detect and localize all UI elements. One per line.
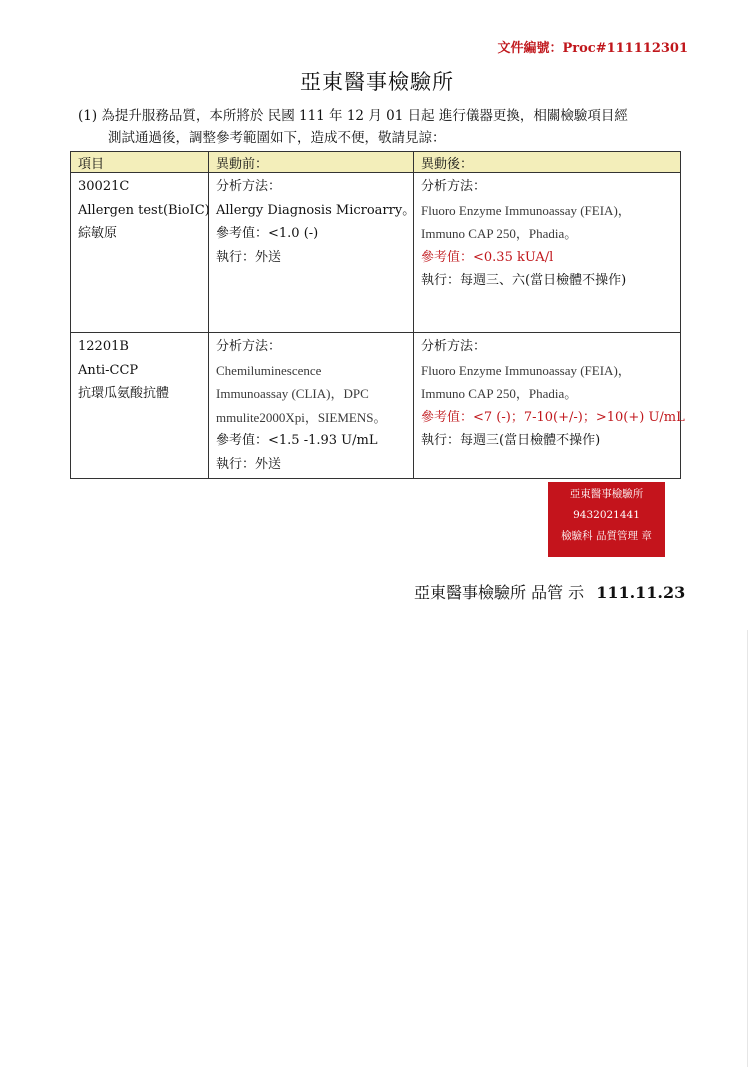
scan-edge-line xyxy=(747,630,748,1067)
reference-value: 參考值：<0.35 kUA/l xyxy=(421,249,554,265)
before-cell xyxy=(209,173,414,333)
stamp-line-3: 檢驗科 品質管理 章 xyxy=(561,530,652,542)
table-header-row xyxy=(71,152,681,173)
intro-paragraph xyxy=(78,105,698,149)
intro-line-2: 測試通過後，調整參考範圍如下，造成不便，敬請見諒： xyxy=(108,130,446,146)
method-label: 分析方法： xyxy=(216,339,282,354)
method-text: Fluoro Enzyme Immunoassay (FEIA)， xyxy=(421,362,631,378)
item-english-name: Anti-CCP xyxy=(78,362,139,378)
after-cell xyxy=(414,333,685,479)
after-cell xyxy=(414,173,681,333)
method-text: Immunoassay (CLIA)，DPC xyxy=(216,386,369,401)
table-row xyxy=(71,333,681,479)
item-code: 12201B xyxy=(78,339,129,354)
method-text: Immuno CAP 250，Phadia。 xyxy=(421,226,578,241)
execution-text: 執行：外送 xyxy=(216,456,282,472)
reference-value: 參考值：<1.0 (-) xyxy=(216,226,319,241)
signature-date: 111.11.23 xyxy=(596,583,686,602)
item-cell xyxy=(71,173,209,333)
reference-value: 參考值：<1.5 -1.93 U/mL xyxy=(216,433,378,448)
method-label: 分析方法： xyxy=(216,179,282,194)
item-english-name: Allergen test(BioIC) xyxy=(78,202,210,218)
method-label: 分析方法： xyxy=(421,339,487,354)
page-title: 亞東醫事檢驗所 xyxy=(300,70,454,94)
item-chinese-name: 綜敏原 xyxy=(78,226,118,241)
footer-signature xyxy=(414,580,685,603)
item-chinese-name: 抗環瓜氨酸抗體 xyxy=(78,386,170,401)
item-cell xyxy=(71,333,209,479)
intro-line-1: (1) 為提升服務品質，本所將於 民國 111 年 12 月 01 日起 進行儀器更換，相關檢驗項目經 xyxy=(78,108,628,124)
stamp-line-1: 亞東醫事檢驗所 xyxy=(569,488,644,500)
reference-value: 參考值：<7 (-)；7-10(+/-)；>10(+) U/mL xyxy=(421,409,685,425)
before-cell xyxy=(209,333,414,479)
stamp-line-2: 9432021441 xyxy=(573,509,640,521)
document-number: 文件編號：Proc#111112301 xyxy=(497,41,688,56)
method-text: mmulite2000Xpi，SIEMENS。 xyxy=(216,409,387,425)
header-after: 異動後： xyxy=(414,152,681,173)
official-seal-stamp xyxy=(548,482,665,557)
header-item: 項目 xyxy=(71,152,209,173)
change-table xyxy=(70,151,685,479)
execution-text: 執行：每週三(當日檢體不操作) xyxy=(421,433,601,448)
method-text: Allergy Diagnosis Microarry。 xyxy=(216,202,416,218)
execution-text: 執行：外送 xyxy=(216,249,282,265)
method-text: Immuno CAP 250，Phadia。 xyxy=(421,386,578,401)
method-text: Chemiluminescence xyxy=(216,362,322,378)
table-row xyxy=(71,173,681,333)
method-label: 分析方法： xyxy=(421,179,487,194)
signature-text: 亞東醫事檢驗所 品管 示 xyxy=(414,583,585,602)
header-before: 異動前： xyxy=(209,152,414,173)
execution-text: 執行：每週三、六(當日檢體不操作) xyxy=(421,273,627,288)
method-text: Fluoro Enzyme Immunoassay (FEIA)， xyxy=(421,202,631,218)
item-code: 30021C xyxy=(78,179,130,194)
